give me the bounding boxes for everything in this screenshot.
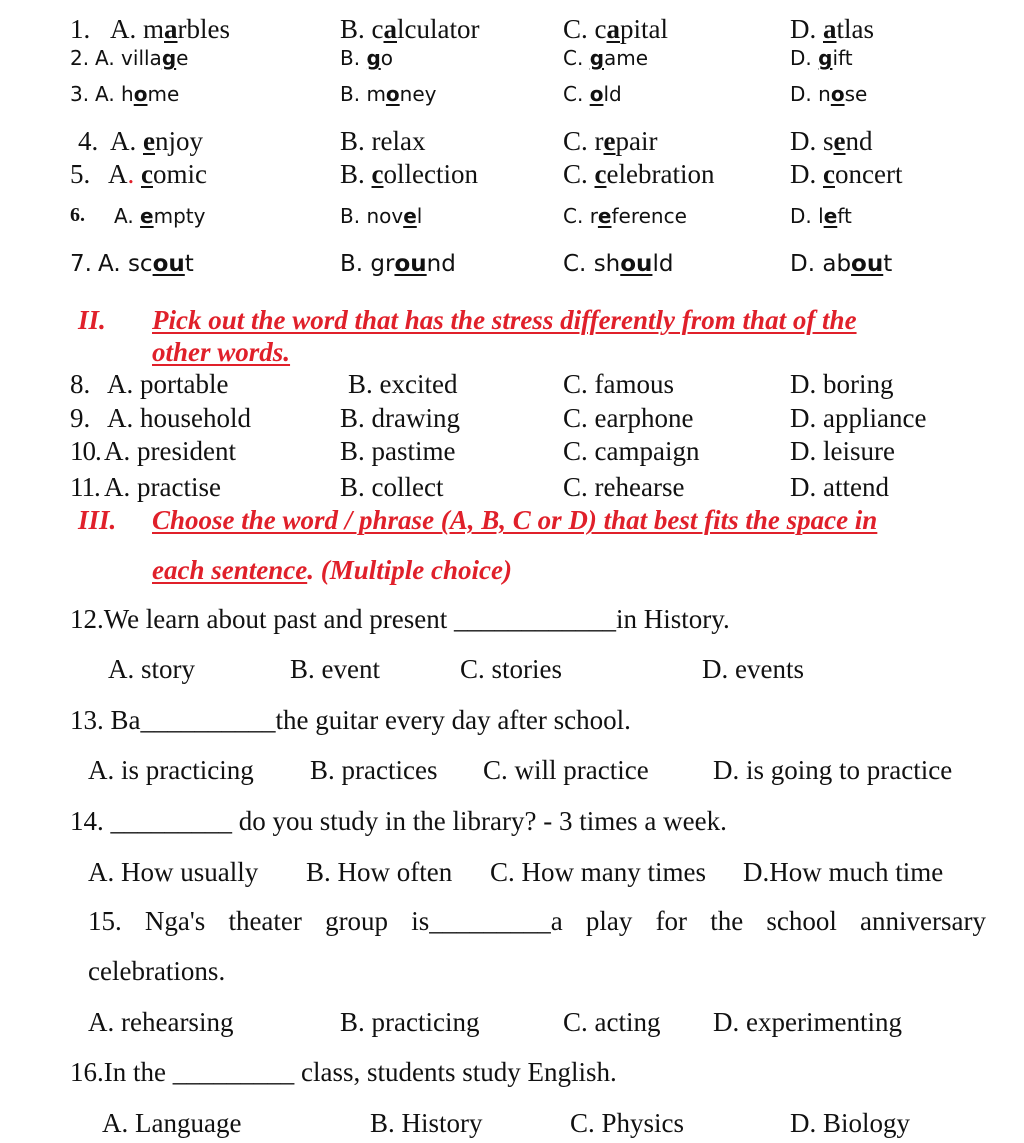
pronunciation-question-3 bbox=[0, 82, 1024, 122]
underlined-sound: e bbox=[403, 204, 417, 228]
option-a: A. portable bbox=[107, 369, 229, 399]
question-16-option-a[interactable]: A. Language bbox=[102, 1108, 242, 1138]
question-16-stem: 16.In the _________ class, students study English. bbox=[70, 1057, 617, 1087]
question-12-option-b[interactable]: B. event bbox=[290, 654, 380, 684]
option-c: C. rehearse bbox=[563, 472, 685, 502]
underlined-sound: g bbox=[589, 46, 605, 70]
question-14-option-d[interactable]: D.How much time bbox=[743, 857, 944, 887]
question-12-option-a[interactable]: A. story bbox=[108, 654, 195, 684]
section-2-title-line1: Pick out the word that has the stress differently from that of the bbox=[152, 305, 857, 335]
option-b: B. excited bbox=[348, 369, 458, 399]
section-3-heading bbox=[78, 505, 116, 536]
underlined-sound: a bbox=[823, 14, 837, 44]
question-16-option-b[interactable]: B. History bbox=[370, 1108, 483, 1138]
answer-blank[interactable]: _________ bbox=[110, 806, 232, 836]
option-a: A. household bbox=[107, 403, 251, 433]
question-15-option-b[interactable]: B. practicing bbox=[340, 1007, 480, 1037]
question-15-option-a[interactable]: A. rehearsing bbox=[88, 1007, 234, 1037]
question-14-stem: 14. _________ do you study in the library? - 3 times a week. bbox=[70, 806, 727, 836]
question-number: 11. bbox=[70, 472, 100, 502]
underlined-sound: e bbox=[597, 204, 612, 228]
option-b: B. collect bbox=[340, 472, 444, 502]
option-c: C. game bbox=[563, 46, 649, 70]
section-2-numeral: II. bbox=[78, 305, 106, 335]
question-number: 8. bbox=[70, 369, 91, 399]
option-a: A. home bbox=[95, 82, 180, 106]
question-15-stem: 15. Nga's theater group is_________a play for the school anniversary bbox=[88, 906, 986, 936]
underlined-sound: e bbox=[823, 204, 838, 228]
option-d: D. send bbox=[790, 126, 873, 156]
underlined-sound: o bbox=[589, 82, 604, 106]
answer-blank[interactable]: _________ bbox=[429, 906, 551, 936]
question-13-option-a[interactable]: A. is practicing bbox=[88, 755, 254, 785]
answer-blank[interactable]: _________ bbox=[172, 1057, 295, 1087]
underlined-sound: g bbox=[818, 46, 833, 70]
underlined-sound: o bbox=[385, 82, 400, 106]
option-d: D. nose bbox=[790, 82, 868, 106]
option-a: A. marbles bbox=[110, 14, 230, 44]
question-15-stem-continued: celebrations. bbox=[88, 956, 226, 986]
question-14-option-c[interactable]: C. How many times bbox=[490, 857, 706, 887]
section-2-title-line2: other words. bbox=[152, 337, 291, 367]
option-a: A. village bbox=[95, 46, 189, 70]
stress-question-10 bbox=[0, 436, 1024, 476]
option-d: D. boring bbox=[790, 369, 894, 399]
question-15-option-c[interactable]: C. acting bbox=[563, 1007, 661, 1037]
underlined-sound: g bbox=[366, 46, 381, 70]
option-d: D. left bbox=[790, 204, 852, 228]
option-c: C. old bbox=[563, 82, 622, 106]
option-a: A. comic bbox=[108, 159, 207, 189]
section-3-title-line1: Choose the word / phrase (A, B, C or D) that best fits the space in bbox=[152, 505, 878, 535]
underlined-sound: e bbox=[140, 204, 154, 228]
answer-blank[interactable]: __________ bbox=[140, 705, 276, 735]
underlined-sound: e bbox=[603, 126, 616, 156]
option-b: B. ground bbox=[340, 251, 456, 277]
option-d: D. appliance bbox=[790, 403, 927, 433]
underlined-sound: ou bbox=[620, 251, 653, 277]
option-c: C. earphone bbox=[563, 403, 694, 433]
option-b: B. relax bbox=[340, 126, 426, 156]
question-number: 9. bbox=[70, 403, 91, 433]
option-d: D. about bbox=[790, 251, 893, 277]
option-d: D. attend bbox=[790, 472, 889, 502]
option-c: C. should bbox=[563, 251, 674, 277]
question-number: 5. bbox=[70, 159, 91, 189]
question-13-option-b[interactable]: B. practices bbox=[310, 755, 438, 785]
option-a: A. enjoy bbox=[110, 126, 203, 156]
option-c: C. reference bbox=[563, 204, 687, 228]
question-15-option-d[interactable]: D. experimenting bbox=[713, 1007, 902, 1037]
option-c: C. repair bbox=[563, 126, 658, 156]
underlined-sound: a bbox=[164, 14, 178, 44]
underlined-sound: ou bbox=[152, 251, 185, 277]
underlined-sound: o bbox=[830, 82, 845, 106]
option-c: C. famous bbox=[563, 369, 674, 399]
pronunciation-question-7 bbox=[0, 251, 1024, 291]
question-12-stem: 12.We learn about past and present ____________in History. bbox=[70, 604, 730, 634]
pronunciation-question-2 bbox=[0, 46, 1024, 86]
question-number: 1. bbox=[70, 14, 91, 44]
question-13-option-d[interactable]: D. is going to practice bbox=[713, 755, 953, 785]
question-number: 6. bbox=[70, 204, 85, 226]
answer-blank[interactable]: ____________ bbox=[453, 604, 616, 634]
option-d: D. gift bbox=[790, 46, 853, 70]
underlined-sound: c bbox=[141, 159, 153, 189]
option-b: B. calculator bbox=[340, 14, 480, 44]
option-b: B. pastime bbox=[340, 436, 456, 466]
option-b: B. novel bbox=[340, 204, 423, 228]
option-d: D. leisure bbox=[790, 436, 895, 466]
pronunciation-question-5 bbox=[0, 159, 1024, 199]
pronunciation-question-6 bbox=[0, 204, 1024, 244]
underlined-sound: ou bbox=[851, 251, 884, 277]
option-d: D. concert bbox=[790, 159, 903, 189]
underlined-sound: a bbox=[383, 14, 397, 44]
option-a: A. president bbox=[104, 436, 236, 466]
question-number: 2. bbox=[70, 46, 90, 70]
question-16-option-d[interactable]: D. Biology bbox=[790, 1108, 911, 1138]
underlined-sound: ou bbox=[394, 251, 427, 277]
underlined-sound: e bbox=[833, 126, 846, 156]
option-b: B. drawing bbox=[340, 403, 460, 433]
question-16-option-c[interactable]: C. Physics bbox=[570, 1108, 685, 1138]
question-number: 10. bbox=[70, 436, 101, 466]
option-a: A. empty bbox=[114, 204, 206, 228]
question-number: 4. bbox=[78, 126, 99, 156]
option-c: C. campaign bbox=[563, 436, 700, 466]
question-14-option-a[interactable]: A. How usually bbox=[88, 857, 259, 887]
option-b: B. collection bbox=[340, 159, 478, 189]
underlined-sound: c bbox=[371, 159, 384, 189]
question-12-option-d[interactable]: D. events bbox=[702, 654, 804, 684]
question-number: 7. bbox=[70, 251, 92, 277]
question-number: 3. bbox=[70, 82, 90, 106]
underlined-sound: c bbox=[594, 159, 607, 189]
question-13-stem: 13. Ba__________the guitar every day after school. bbox=[70, 705, 631, 735]
underlined-sound: o bbox=[133, 82, 148, 106]
underlined-sound: e bbox=[143, 126, 155, 156]
option-b: B. go bbox=[340, 46, 394, 70]
option-c: C. capital bbox=[563, 14, 668, 44]
question-14-option-b[interactable]: B. How often bbox=[306, 857, 453, 887]
underlined-sound: a bbox=[606, 14, 620, 44]
option-d: D. atlas bbox=[790, 14, 874, 44]
question-12-option-c[interactable]: C. stories bbox=[460, 654, 563, 684]
question-13-option-c[interactable]: C. will practice bbox=[483, 755, 649, 785]
section-2-heading bbox=[78, 305, 106, 336]
option-a: A. practise bbox=[104, 472, 221, 502]
option-c: C. celebration bbox=[563, 159, 715, 189]
section-3-numeral: III. bbox=[78, 505, 117, 535]
option-a: A. scout bbox=[98, 251, 194, 277]
underlined-sound: c bbox=[823, 159, 835, 189]
underlined-sound: g bbox=[161, 46, 177, 70]
section-3-title-line2: each sentence. (Multiple choice) bbox=[152, 555, 512, 585]
option-b: B. money bbox=[340, 82, 437, 106]
